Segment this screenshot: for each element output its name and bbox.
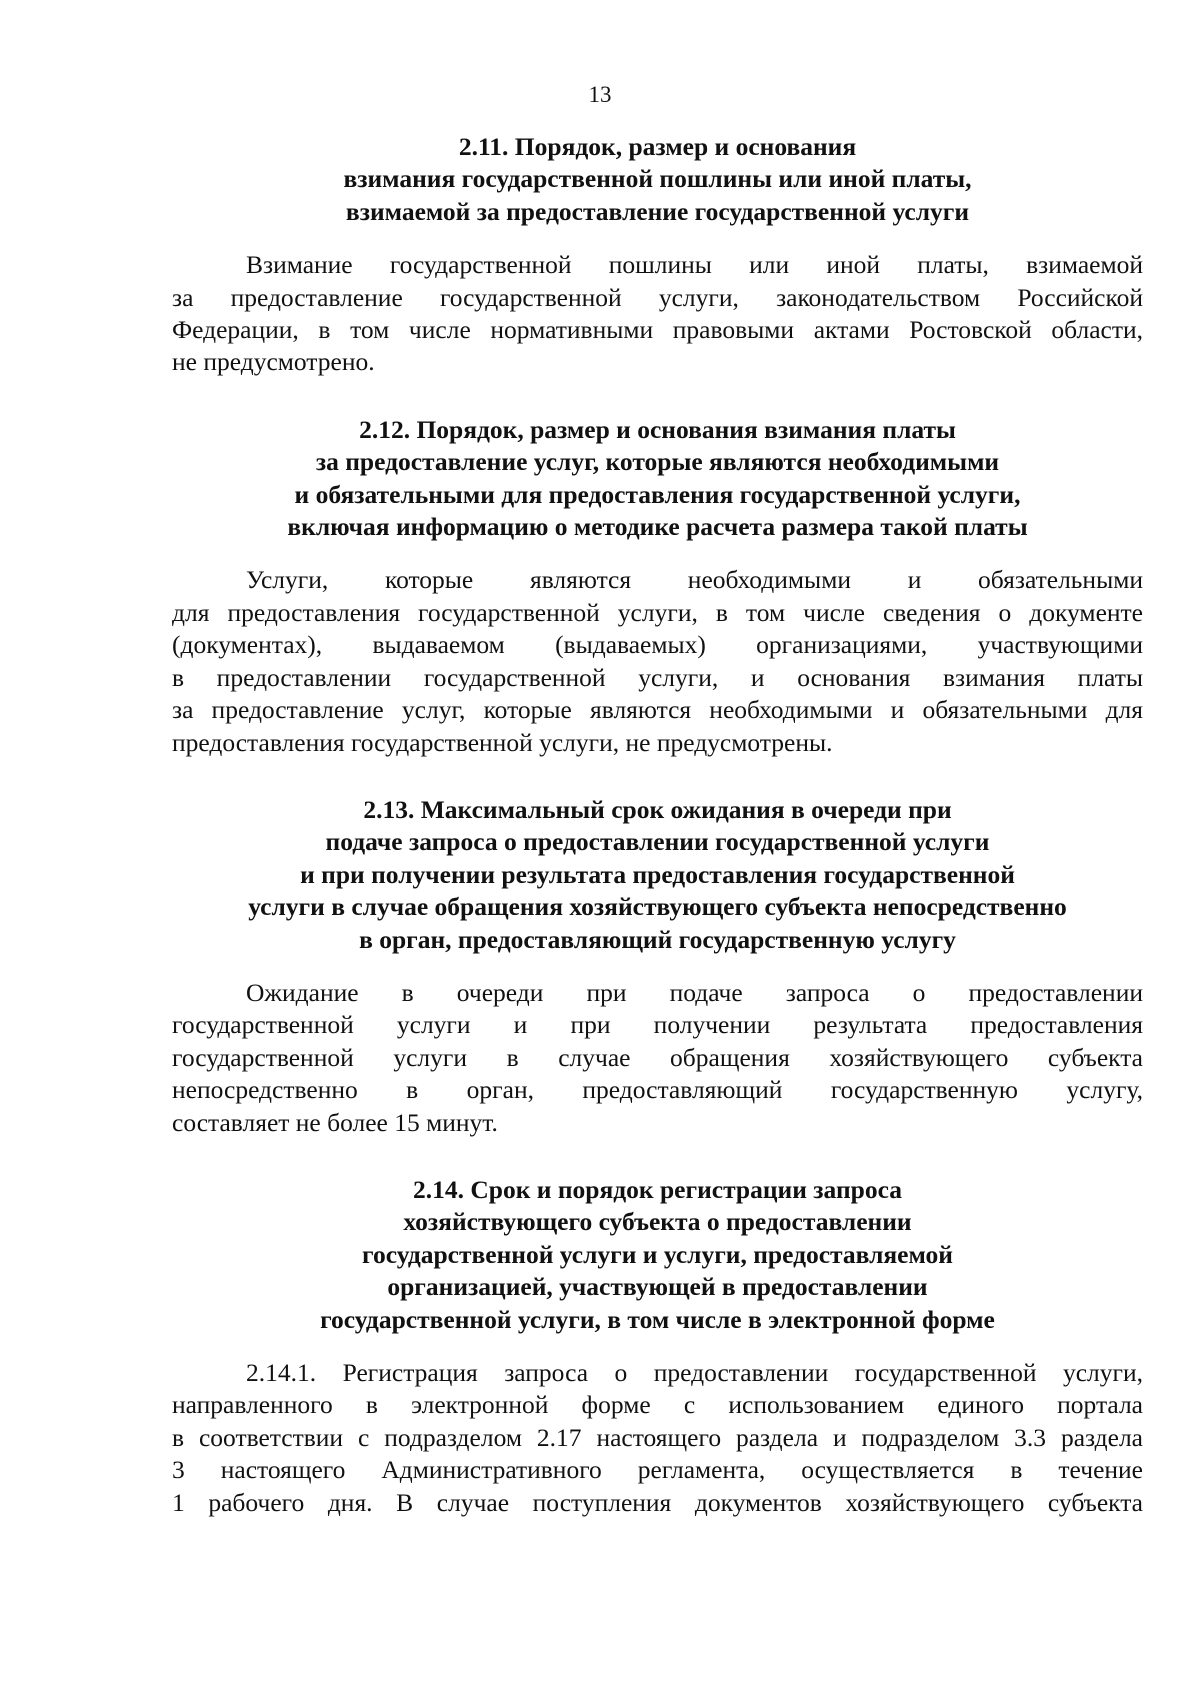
heading-line: государственной услуги, в том числе в электронной форме (320, 1304, 995, 1334)
paragraph-line: Ожидание в очереди при подаче запроса о предоставлении (246, 977, 1143, 1007)
paragraph-line: в предоставлении государственной услуги, и основания взимания платы (172, 662, 1143, 692)
paragraph-line: 3 настоящего Административного регламента, осуществляется в течение (172, 1455, 1143, 1485)
heading-line: подаче запроса о предоставлении государственной услуги (325, 827, 990, 857)
heading-line: взимания государственной пошлины или иной платы, (343, 164, 972, 194)
paragraph-line: предоставления государственной услуги, не предусмотрены. (172, 727, 833, 757)
page-number: 13 (588, 82, 612, 107)
heading-line: государственной услуги и услуги, предоставляемой (362, 1239, 953, 1269)
heading-line: услуги в случае обращения хозяйствующего субъекта непосредственно (248, 892, 1067, 922)
paragraph-line: для предоставления государственной услуги, в том числе сведения о документе (172, 597, 1143, 627)
heading-line: 2.14. Срок и порядок регистрации запроса (413, 1174, 902, 1204)
section-paragraph-2-14-1 (172, 1357, 1143, 1519)
paragraph-line: Взимание государственной пошлины или иной платы, взимаемой (246, 250, 1143, 280)
heading-line: за предоставление услуг, которые являются необходимыми (315, 447, 1000, 477)
paragraph-line: Услуги, которые являются необходимыми и обязательными (246, 565, 1143, 595)
paragraph-line: 2.14.1. Регистрация запроса о предоставлении государственной услуги, (246, 1358, 1143, 1387)
paragraph-line: (документах), выдаваемом (выдаваемых) организациями, участвующими (172, 630, 1143, 660)
heading-line: 2.11. Порядок, размер и основания (458, 132, 857, 161)
paragraph-line: 1 рабочего дня. В случае поступления документов хозяйствующего субъекта (172, 1487, 1143, 1517)
heading-line: хозяйствующего субъекта о предоставлении (403, 1207, 912, 1237)
section-heading-2-11 (172, 131, 1143, 228)
paragraph-line: государственной услуги и при получении результата предоставления (172, 1010, 1143, 1040)
section-paragraph-2-12 (172, 564, 1143, 758)
section-heading-2-13 (172, 794, 1143, 956)
heading-line: 2.12. Порядок, размер и основания взимания платы (359, 414, 956, 444)
section-heading-2-12 (172, 414, 1143, 544)
heading-line: взимаемой за предоставление государственной услуги (345, 196, 970, 226)
paragraph-line: непосредственно в орган, предоставляющий государственную услугу, (172, 1075, 1143, 1105)
document-body (172, 131, 1143, 1519)
paragraph-line: направленного в электронной форме с использованием единого портала (172, 1390, 1143, 1420)
paragraph-line: за предоставление государственной услуги, законодательством Российской (172, 282, 1143, 312)
section-paragraph-2-11 (172, 249, 1143, 379)
paragraph-line: не предусмотрено. (172, 347, 375, 377)
heading-line: и обязательными для предоставления государственной услуги, (294, 479, 1021, 509)
paragraph-line: составляет не более 15 минут. (172, 1107, 498, 1137)
heading-line: включая информацию о методике расчета размера такой платы (287, 512, 1028, 542)
section-heading-2-14 (172, 1174, 1143, 1336)
heading-line: и при получении результата предоставления государственной (300, 859, 1015, 889)
section-paragraph-2-13 (172, 977, 1143, 1139)
paragraph-line: за предоставление услуг, которые являются необходимыми и обязательными для (172, 695, 1143, 725)
paragraph-line: Федерации, в том числе нормативными правовыми актами Ростовской области, (172, 315, 1143, 345)
paragraph-line: государственной услуги в случае обращения хозяйствующего субъекта (172, 1042, 1143, 1072)
heading-line: в орган, предоставляющий государственную услугу (359, 924, 956, 954)
heading-line: 2.13. Максимальный срок ожидания в очереди при (363, 794, 952, 824)
heading-line: организацией, участвующей в предоставлении (387, 1272, 928, 1302)
paragraph-line: в соответствии с подразделом 2.17 настоящего раздела и подразделом 3.3 раздела (172, 1422, 1143, 1452)
